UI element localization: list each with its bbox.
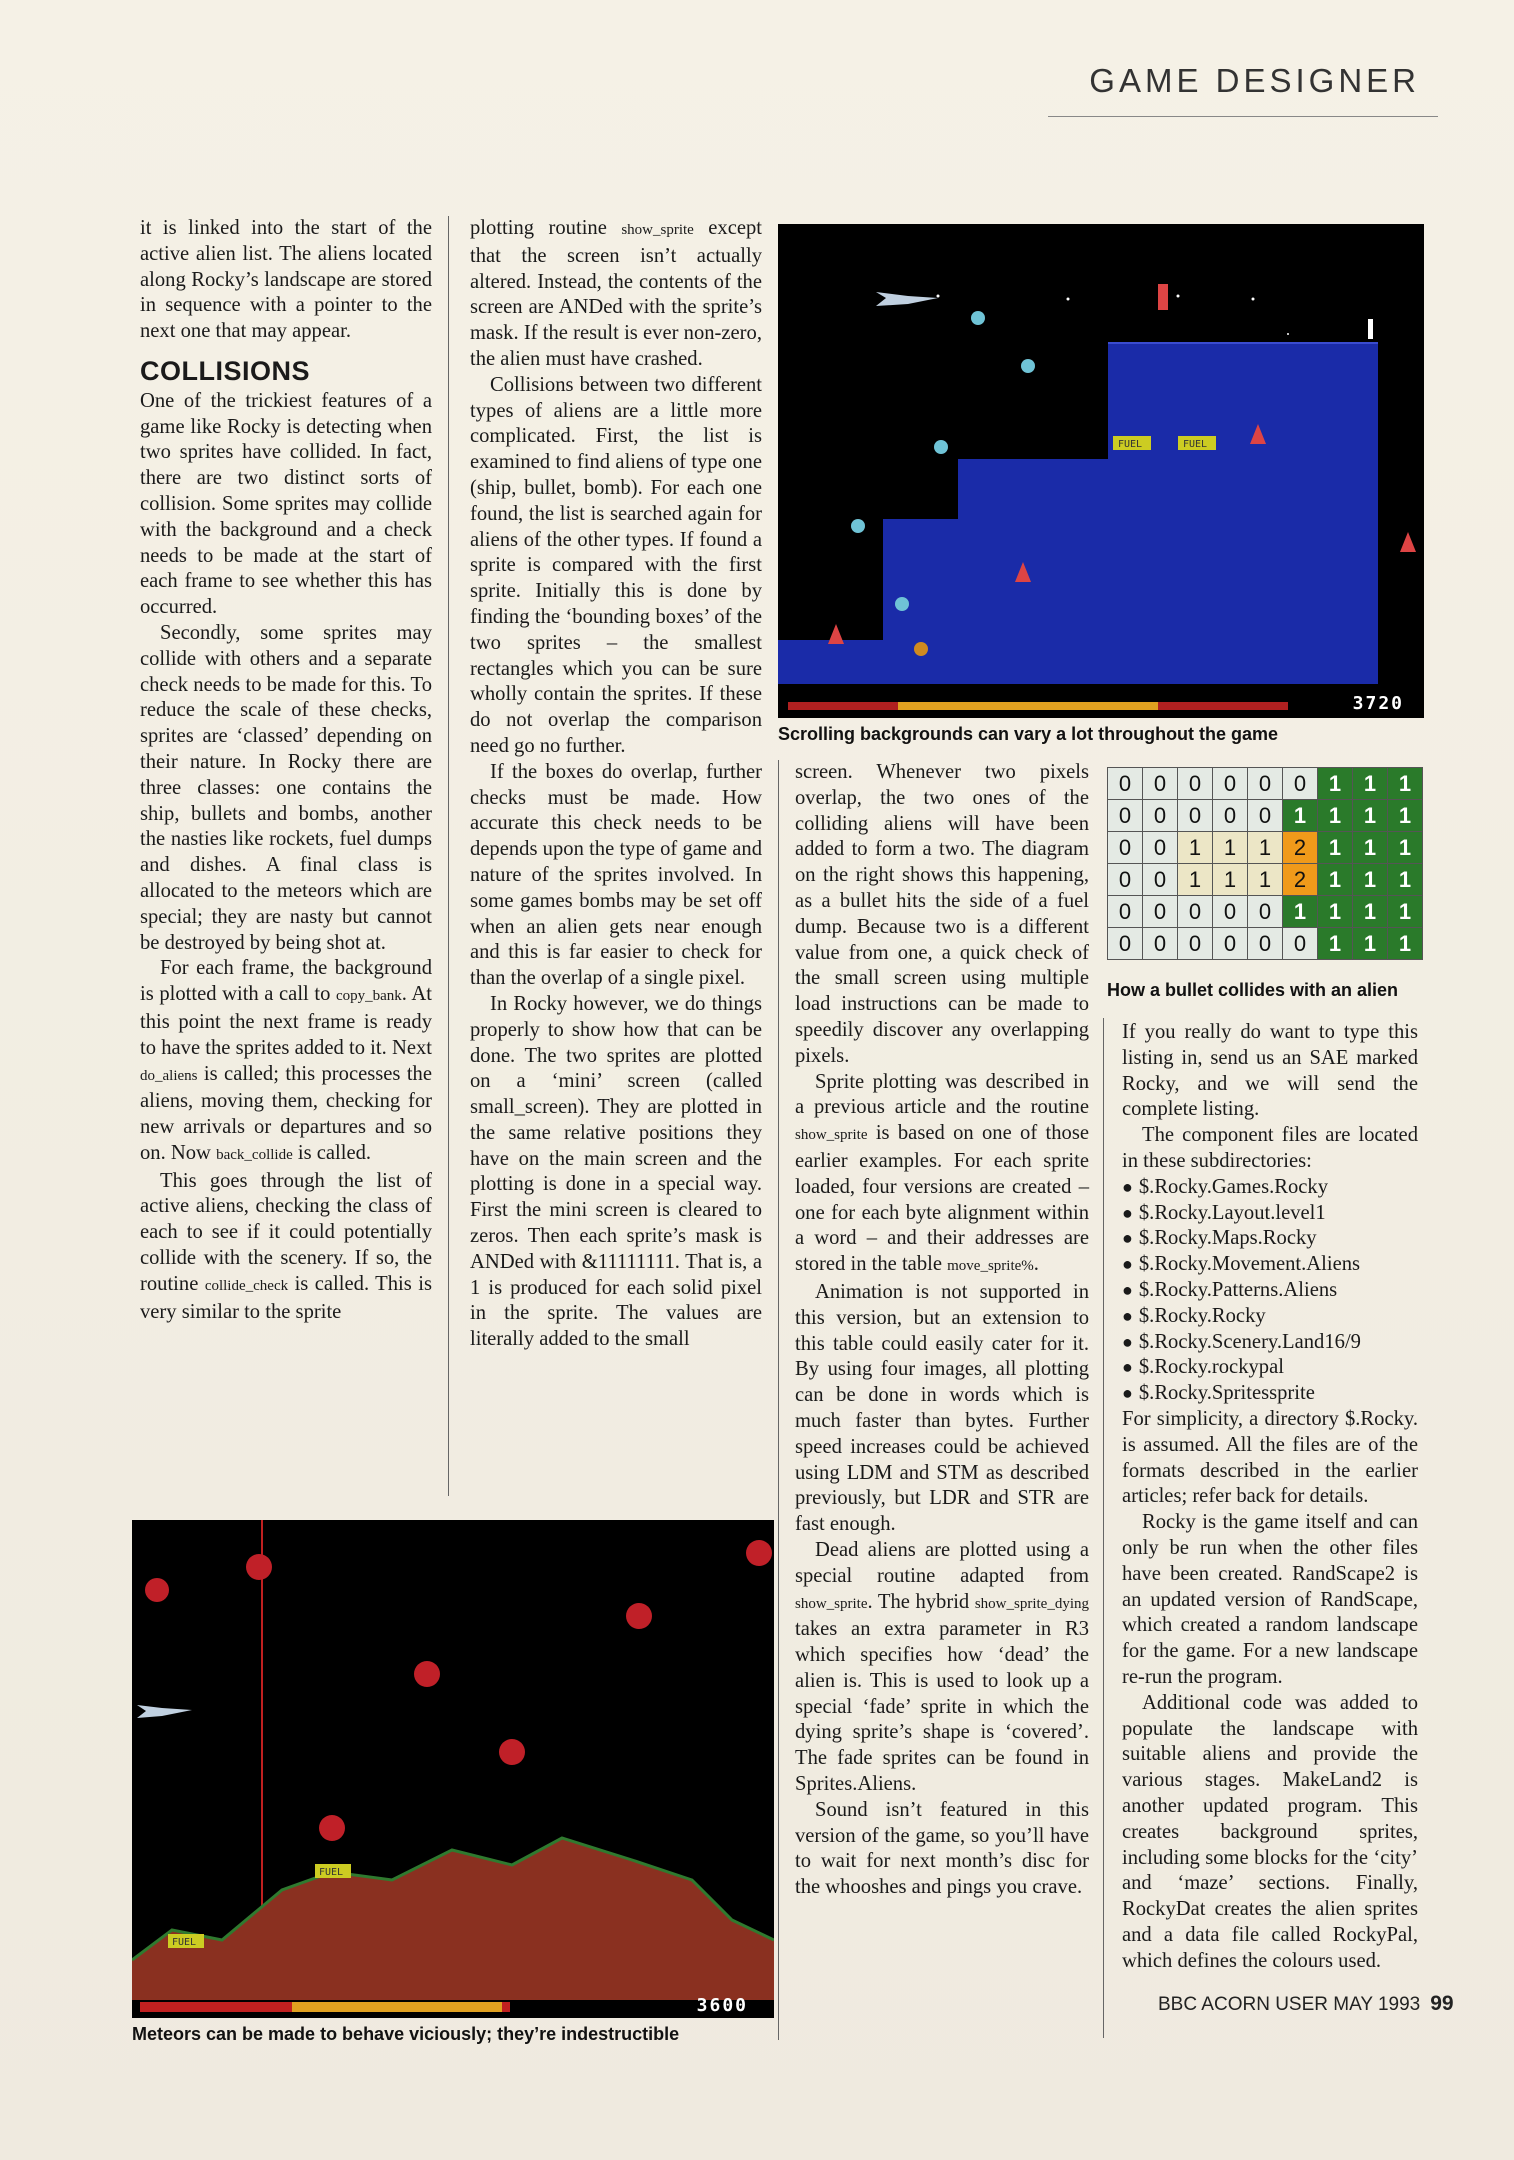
grid-cell: 1 bbox=[1388, 768, 1423, 800]
col3-paragraph: Sound isn’t featured in this version of the game, so you’ll have to wait for next month’s disc for the whooshes and pings you crave. bbox=[795, 1798, 1089, 1899]
grid-cell: 0 bbox=[1213, 896, 1248, 928]
grid-cell: 0 bbox=[1108, 832, 1143, 864]
grid-cell: 0 bbox=[1213, 768, 1248, 800]
file-list-item: ● $.Rocky.Scenery.Land16/9 bbox=[1122, 1330, 1418, 1356]
file-list-item: ● $.Rocky.Maps.Rocky bbox=[1122, 1226, 1418, 1252]
col4-paragraph: For simplicity, a directory $.Rocky. is assumed. All the files are of the formats described in the earlier articles; refer back for details. bbox=[1122, 1407, 1418, 1508]
column-1 bbox=[140, 216, 432, 1325]
grid-row bbox=[1108, 800, 1423, 832]
svg-text:FUEL: FUEL bbox=[1183, 439, 1208, 450]
col3-paragraph: Dead aliens are plotted using a special routine adapted from show_sprite. The hybrid show_sprite_dying takes an extra parameter in R3 which specifies how ‘dead’ the alien is. This is used to look up a special ‘fade’ sprite in which the dying sprite’s shape is ‘covered’. The fade sprites can be found in Sprites.Aliens. bbox=[795, 1538, 1089, 1796]
grid-cell: 1 bbox=[1318, 896, 1353, 928]
grid-cell: 1 bbox=[1318, 800, 1353, 832]
grid-cell: 0 bbox=[1248, 928, 1283, 960]
column-rule bbox=[778, 760, 779, 2040]
grid-cell: 1 bbox=[1283, 800, 1318, 832]
collision-grid bbox=[1107, 767, 1423, 960]
grid-cell: 0 bbox=[1108, 864, 1143, 896]
grid-cell: 1 bbox=[1318, 832, 1353, 864]
col1-paragraph: Secondly, some sprites may collide with others and a separate check needs to be made for this. To reduce the scale of these checks, sprites are ‘classed’ depending on their nature. In Rocky there are three classes: one contains the ship, bullets and bombs, another the nasties like rockets, fuel dumps and dishes. A final class is allocated to the meteors which are special; they are nasty but cannot be destroyed by being shot at. bbox=[140, 621, 432, 954]
grid-cell: 0 bbox=[1143, 832, 1178, 864]
column-4 bbox=[1122, 1020, 1418, 1974]
grid-cell: 1 bbox=[1353, 800, 1388, 832]
grid-cell: 0 bbox=[1178, 928, 1213, 960]
grid-cell: 1 bbox=[1213, 864, 1248, 896]
grid-cell: 1 bbox=[1388, 864, 1423, 896]
screenshot-meteors bbox=[132, 1520, 774, 2018]
grid-cell: 1 bbox=[1353, 896, 1388, 928]
grid-cell: 1 bbox=[1388, 896, 1423, 928]
caption-top-screenshot: Scrolling backgrounds can vary a lot throughout the game bbox=[778, 724, 1279, 744]
game-scene-top bbox=[778, 224, 1424, 718]
col1-paragraph: it is linked into the start of the active alien list. The aliens located along Rocky’s landscape are stored in sequence with a pointer to the next one that may appear. bbox=[140, 217, 432, 343]
grid-row bbox=[1108, 896, 1423, 928]
grid-cell: 0 bbox=[1143, 864, 1178, 896]
file-list-item: ● $.Rocky.rockypal bbox=[1122, 1355, 1418, 1381]
grid-cell: 0 bbox=[1108, 800, 1143, 832]
col2-paragraph: In Rocky however, we do things properly to show how that can be done. The two sprites are plotted on a ‘mini’ screen (called small_screen). They are plotted in the same relative positions they have on the main screen and the plotting is done in a special way. First the mini screen is cleared to zeros. Then each sprite’s mask is ANDed with &11111111. That is, a 1 is produced for each solid pixel in the sprite. The values are literally added to the small bbox=[470, 992, 762, 1351]
grid-cell: 0 bbox=[1248, 768, 1283, 800]
grid-cell: 1 bbox=[1178, 832, 1213, 864]
col4-paragraph: Rocky is the game itself and can only be run when the other files have been created. RandScape2 is an updated version of RandScape, which created a random landscape for the game. For a new landscape re-run the program. bbox=[1122, 1511, 1418, 1688]
svg-text:FUEL: FUEL bbox=[319, 1867, 344, 1878]
magazine-issue: BBC ACORN USER MAY 1993 bbox=[1158, 1994, 1421, 2015]
caption-collision-grid: How a bullet collides with an alien bbox=[1107, 980, 1399, 1000]
caption-bottom-screenshot: Meteors can be made to behave viciously; they’re indestructible bbox=[132, 2024, 680, 2044]
svg-text:FUEL: FUEL bbox=[172, 1937, 197, 1948]
file-list-item: ● $.Rocky.Rocky bbox=[1122, 1304, 1418, 1330]
grid-cell: 0 bbox=[1143, 928, 1178, 960]
grid-cell: 1 bbox=[1388, 832, 1423, 864]
section-heading-collisions: COLLISIONS bbox=[140, 355, 311, 386]
grid-cell: 0 bbox=[1283, 928, 1318, 960]
file-list-item: ● $.Rocky.Layout.level1 bbox=[1122, 1201, 1418, 1227]
grid-row bbox=[1108, 832, 1423, 864]
col1-paragraph: This goes through the list of active aliens, checking the class of each to see if it could potentially collide with the scenery. If so, the routine collide_check is called. This is very similar to the sprite bbox=[140, 1169, 432, 1323]
col4-paragraph: Additional code was added to populate the landscape with suitable aliens and provide the various stages. MakeLand2 is another updated program. This creates background sprites, including some blocks for the ‘city’ and ‘maze’ sections. Finally, RockyDat creates the alien sprites and a data file called RockyPal, which defines the colours used. bbox=[1122, 1691, 1418, 1972]
grid-cell: 1 bbox=[1388, 928, 1423, 960]
svg-text:FUEL: FUEL bbox=[1118, 439, 1143, 450]
grid-cell: 2 bbox=[1283, 864, 1318, 896]
col2-paragraph: If the boxes do overlap, further checks must be made. How accurate this check needs to be depends upon the type of game and nature of the sprites involved. In some games bombs may be set off when an alien gets near enough and this is far easier to check for than the overlap of a single pixel. bbox=[470, 760, 762, 990]
grid-cell: 0 bbox=[1283, 768, 1318, 800]
grid-cell: 1 bbox=[1178, 864, 1213, 896]
grid-cell: 0 bbox=[1143, 896, 1178, 928]
grid-cell: 0 bbox=[1108, 928, 1143, 960]
grid-cell: 0 bbox=[1143, 768, 1178, 800]
col1-paragraph: One of the trickiest features of a game like Rocky is detecting when two sprites have collided. In fact, there are two distinct sorts of collision. Some sprites may collide with the background and a check needs to be made at the start of each frame to see whether this has occurred. bbox=[140, 389, 432, 619]
grid-cell: 1 bbox=[1318, 928, 1353, 960]
page-footer bbox=[1158, 1992, 1454, 2016]
column-2 bbox=[470, 216, 762, 1353]
grid-cell: 1 bbox=[1248, 832, 1283, 864]
grid-cell: 0 bbox=[1178, 896, 1213, 928]
col1-paragraph: For each frame, the background is plotted with a call to copy_bank. At this point the next frame is ready to have the sprites added to it. Next do_aliens is called; this processes the aliens, moving them, checking for new arrivals or departures and so on. Now back_collide is called. bbox=[140, 957, 432, 1164]
grid-cell: 1 bbox=[1318, 768, 1353, 800]
grid-cell: 1 bbox=[1213, 832, 1248, 864]
grid-cell: 0 bbox=[1213, 800, 1248, 832]
file-list-item: ● $.Rocky.Games.Rocky bbox=[1122, 1175, 1418, 1201]
grid-row bbox=[1108, 928, 1423, 960]
file-list-item: ● $.Rocky.Spritessprite bbox=[1122, 1381, 1418, 1407]
grid-cell: 0 bbox=[1248, 896, 1283, 928]
header-rule bbox=[1048, 116, 1438, 117]
grid-cell: 0 bbox=[1213, 928, 1248, 960]
file-list-item: ● $.Rocky.Movement.Aliens bbox=[1122, 1252, 1418, 1278]
grid-row bbox=[1108, 768, 1423, 800]
section-header: GAME DESIGNER bbox=[1089, 62, 1420, 99]
col3-paragraph: Sprite plotting was described in a previous article and the routine show_sprite is based on one of those earlier examples. For each sprite loaded, four versions are created – one for each byte alignment within a word – and their addresses are stored in the table move_sprite%. bbox=[795, 1070, 1089, 1276]
grid-cell: 1 bbox=[1388, 800, 1423, 832]
grid-cell: 0 bbox=[1108, 768, 1143, 800]
column-3 bbox=[795, 760, 1089, 1901]
grid-cell: 1 bbox=[1248, 864, 1283, 896]
score-readout: 3720 bbox=[1352, 693, 1404, 714]
col3-paragraph: Animation is not supported in this version, but an extension to this table could easily cater for it. By using four images, all plotting can be done in words which is much faster than bytes. Further speed increases could be achieved using LDM and STM as described previously, but LDR and STR are fast enough. bbox=[795, 1280, 1089, 1536]
column-rule bbox=[1103, 1018, 1104, 2038]
col2-paragraph: plotting routine show_sprite except that the screen isn’t actually altered. Instead, the contents of the screen are ANDed with the sprite’s mask. If the result is ever non-zero, the alien must have crashed. bbox=[470, 217, 762, 370]
grid-cell: 1 bbox=[1353, 832, 1388, 864]
grid-cell: 0 bbox=[1178, 768, 1213, 800]
grid-cell: 0 bbox=[1248, 800, 1283, 832]
grid-cell: 0 bbox=[1178, 800, 1213, 832]
col4-paragraph: If you really do want to type this listing in, send us an SAE marked Rocky, and we will send the complete listing. bbox=[1122, 1021, 1418, 1121]
col3-paragraph: screen. Whenever two pixels overlap, the two ones of the colliding aliens will have been added to form a two. The diagram on the right shows this happening, as a bullet hits the side of a fuel dump. Because two is a different value from one, a quick check of the small screen using multiple load instructions can be made to speedily discover any overlapping pixels. bbox=[795, 761, 1089, 1067]
column-rule bbox=[448, 216, 449, 1496]
grid-cell: 2 bbox=[1283, 832, 1318, 864]
grid-cell: 1 bbox=[1318, 864, 1353, 896]
file-list bbox=[1122, 1175, 1418, 1407]
col4-paragraph: The component files are located in these subdirectories: bbox=[1122, 1124, 1418, 1172]
grid-cell: 1 bbox=[1353, 768, 1388, 800]
grid-cell: 1 bbox=[1283, 896, 1318, 928]
grid-row bbox=[1108, 864, 1423, 896]
grid-cell: 0 bbox=[1108, 896, 1143, 928]
grid-cell: 0 bbox=[1143, 800, 1178, 832]
score-readout: 3600 bbox=[696, 1995, 748, 2016]
page-number: 99 bbox=[1430, 1992, 1454, 2015]
grid-cell: 1 bbox=[1353, 864, 1388, 896]
col2-paragraph: Collisions between two different types of aliens are a little more complicated. First, the list is examined to find aliens of type one (ship, bullet, bomb). For each one found, the list is searched again for aliens of the other types. If found a sprite is compared with the first sprite. Initially this is done by finding the ‘bounding boxes’ of the two sprites – the smallest rectangles which you can be sure wholly contain the sprites. If these do not overlap the comparison need go no further. bbox=[470, 373, 762, 757]
file-list-item: ● $.Rocky.Patterns.Aliens bbox=[1122, 1278, 1418, 1304]
grid-cell: 1 bbox=[1353, 928, 1388, 960]
screenshot-scrolling-background bbox=[778, 224, 1424, 718]
game-scene-bottom bbox=[132, 1520, 774, 2018]
